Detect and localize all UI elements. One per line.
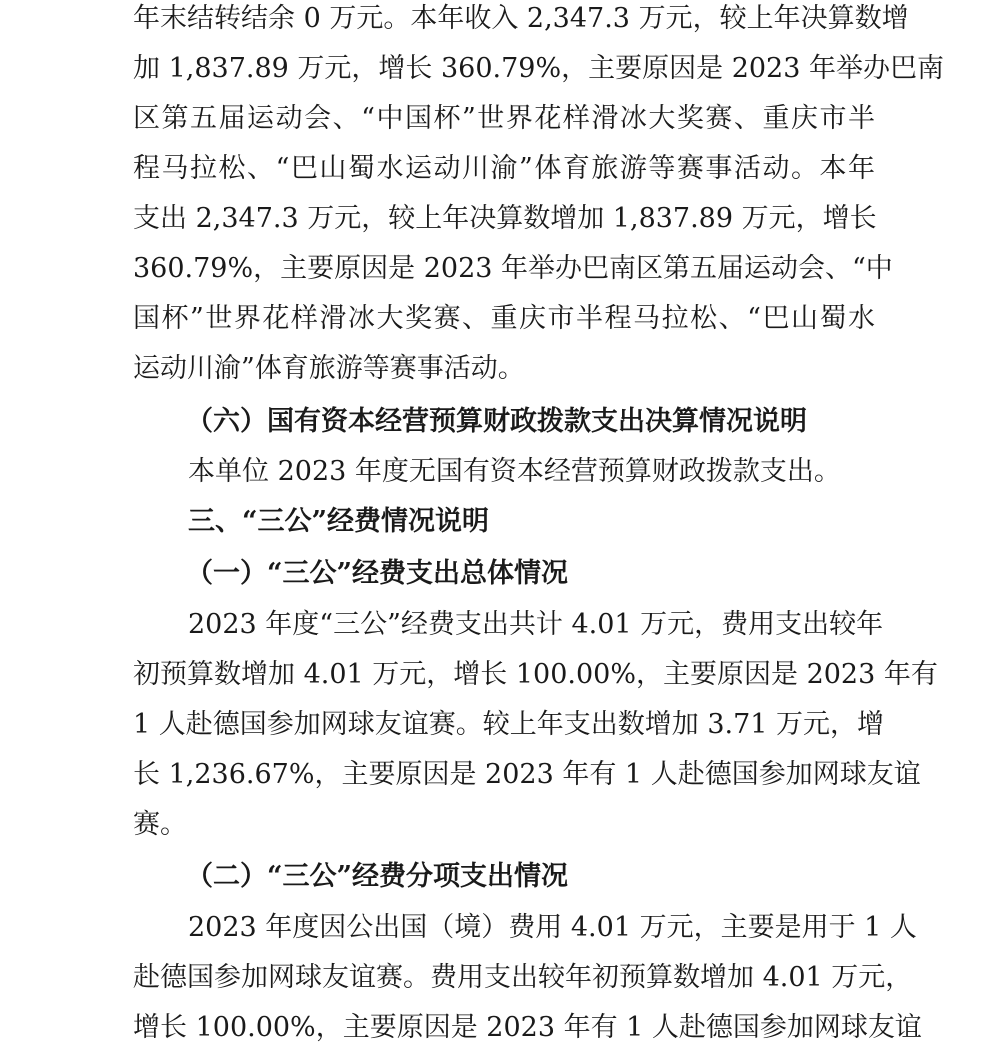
section-heading: （一）“三公”经费支出总体情况 — [186, 558, 569, 589]
paragraph-line — [0, 102, 1000, 152]
text-line: 区第五届运动会、“中国杯”世界花样滑冰大奖赛、重庆市半 — [133, 103, 875, 134]
text-line: 支出 2,347.3 万元，较上年决算数增加 1,837.89 万元，增长 — [133, 203, 877, 234]
section-heading: （六）国有资本经营预算财政拨款支出决算情况说明 — [186, 406, 807, 437]
section-heading-line — [0, 505, 1000, 555]
text-line: 2023 年度因公出国（境）费用 4.01 万元，主要是用于 1 人 — [188, 912, 917, 943]
paragraph-line — [0, 352, 1000, 402]
text-line: 长 1,236.67%，主要原因是 2023 年有 1 人赴德国参加网球友谊 — [133, 759, 921, 790]
paragraph-line — [0, 202, 1000, 252]
paragraph-line — [0, 808, 1000, 858]
paragraph-line — [0, 152, 1000, 202]
paragraph-line — [0, 302, 1000, 352]
section-heading: 三、“三公”经费情况说明 — [188, 506, 490, 537]
section-heading-line — [0, 557, 1000, 607]
text-line: 赴德国参加网球友谊赛。费用支出较年初预算数增加 4.01 万元， — [133, 962, 913, 993]
paragraph-line — [0, 911, 1000, 961]
paragraph-line — [0, 608, 1000, 658]
text-line: 国杯”世界花样滑冰大奖赛、重庆市半程马拉松、“巴山蜀水 — [133, 303, 875, 334]
paragraph-line — [0, 658, 1000, 708]
text-line: 运动川渝”体育旅游等赛事活动。 — [133, 353, 525, 384]
text-line: 初预算数增加 4.01 万元，增长 100.00%，主要原因是 2023 年有 — [133, 659, 938, 690]
text-line: 2023 年度“三公”经费支出共计 4.01 万元，费用支出较年 — [188, 609, 884, 640]
section-heading-line — [0, 860, 1000, 910]
text-line: 本单位 2023 年度无国有资本经营预算财政拨款支出。 — [188, 456, 841, 487]
paragraph-line — [0, 1011, 1000, 1042]
paragraph-line — [0, 2, 1000, 52]
section-heading: （二）“三公”经费分项支出情况 — [186, 861, 569, 892]
paragraph-line — [0, 455, 1000, 505]
text-line: 增长 100.00%，主要原因是 2023 年有 1 人赴德国参加网球友谊 — [133, 1012, 922, 1042]
paragraph-line — [0, 52, 1000, 102]
text-line: 程马拉松、“巴山蜀水运动川渝”体育旅游等赛事活动。本年 — [133, 153, 875, 184]
paragraph-line — [0, 758, 1000, 808]
text-line: 赛。 — [133, 809, 187, 840]
text-line: 年末结转结余 0 万元。本年收入 2,347.3 万元，较上年决算数增 — [133, 3, 909, 34]
section-heading-line — [0, 405, 1000, 455]
text-line: 加 1,837.89 万元，增长 360.79%，主要原因是 2023 年举办巴南 — [133, 53, 944, 84]
paragraph-line — [0, 708, 1000, 758]
text-line: 360.79%，主要原因是 2023 年举办巴南区第五届运动会、“中 — [133, 253, 893, 284]
text-line: 1 人赴德国参加网球友谊赛。较上年支出数增加 3.71 万元，增 — [133, 709, 885, 740]
paragraph-line — [0, 252, 1000, 302]
paragraph-line — [0, 961, 1000, 1011]
